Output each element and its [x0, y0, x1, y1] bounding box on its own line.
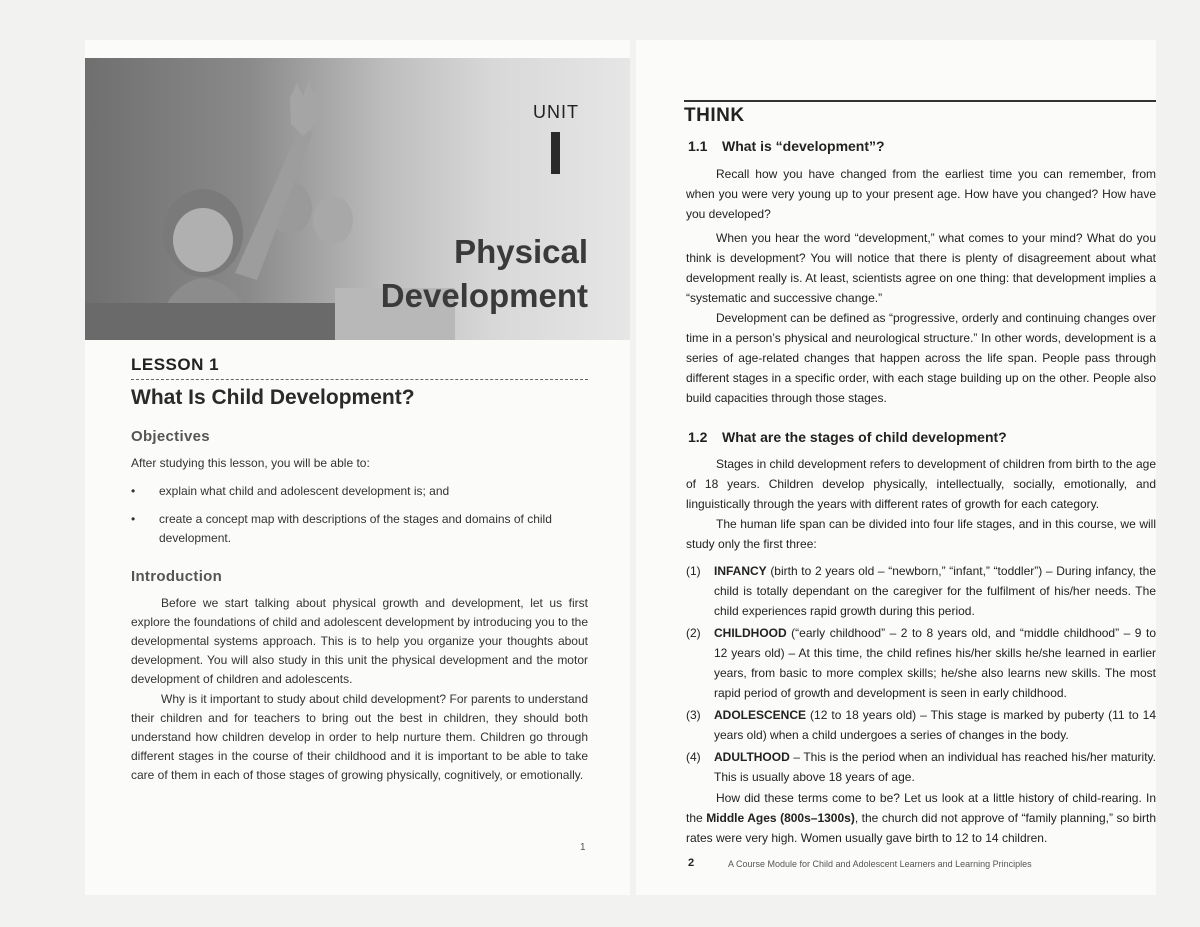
unit-label: UNIT	[533, 102, 579, 122]
subsection-heading-2: 1.2 What are the stages of child development?	[688, 429, 1007, 445]
divider	[684, 100, 1156, 102]
objectives-list	[131, 482, 588, 557]
unit-numeral	[551, 132, 560, 174]
list-item: (2) CHILDHOOD (“early childhood” – 2 to 8 years old, and “middle childhood” – 9 to 12 years old) – At this time, the child refines his/her skills he/she learned in earlier years, from basic to more complex skills; he/she also learns new skills. The most rapid period of growth and development is seen in early childhood.	[686, 626, 1156, 700]
page-number: 1	[580, 842, 586, 853]
objectives-intro: After studying this lesson, you will be able to:	[131, 456, 370, 470]
paragraph: Development can be defined as “progressive, orderly and continuing changes over time in a person’s physical and neurological structure.” In other words, development is a series of age-related changes that happen across the life span. People pass through different stages in a specific order, with each stage building up on the other. People also build capacities through those stages.	[686, 311, 1156, 405]
paragraph: When you hear the word “development,” what comes to your mind? What do you think is development? You will notice that there is plenty of disagreement about what development really is. At least, scientists agree on one thing: that development implies a “systematic and successive change.”	[686, 231, 1156, 305]
unit-title	[381, 230, 588, 318]
page-number: 2	[688, 857, 695, 869]
list-item: (1) INFANCY (birth to 2 years old – “newborn,” “infant,” “toddler”) – During infancy, the child is totally dependant on the caregiver for the fulfilment of his/her needs. The child experiences rapid growth during this period.	[686, 564, 1156, 618]
divider	[131, 379, 588, 380]
stages-list	[686, 561, 1156, 789]
unit-title-line2: Development	[380, 277, 588, 314]
introduction-heading: Introduction	[131, 568, 223, 585]
hero-photo	[85, 58, 630, 340]
list-item: • explain what child and adolescent development is; and	[131, 484, 450, 498]
intro-paragraph-2: Why is it important to study about child development? For parents to understand their children and for teachers to bring out the best in children, they should both understand how children develop in order to help nurture them. Children go through different stages in the course of their childhood and it is important to be able to take care of them in each of those stages of growing physically, cognitively, or emotionally.	[131, 692, 588, 782]
running-footer: A Course Module for Child and Adolescent Learners and Learning Principles	[728, 859, 1032, 869]
paragraph: The human life span can be divided into four life stages, and in this course, we will study only the first three:	[686, 517, 1156, 551]
paragraph: How did these terms come to be? Let us look at a little history of child-rearing. In the Middle Ages (800s–1300s), the church did not approve of “family planning,” so birth rates were very high. Women usually gave birth to 12 to 14 children.	[686, 791, 1157, 845]
left-page	[85, 40, 630, 895]
section-title: THINK	[684, 105, 745, 126]
paragraph: Recall how you have changed from the earliest time you can remember, from when you were very young up to your present age. How have you changed? How have you developed?	[686, 167, 1156, 221]
list-item: (3) ADOLESCENCE (12 to 18 years old) – This stage is marked by puberty (11 to 14 years old) when a child undergoes a series of changes in the body.	[686, 708, 1156, 742]
lesson-title: What Is Child Development?	[131, 386, 415, 409]
subsection-heading-1: 1.1 What is “development”?	[688, 138, 885, 154]
list-item: (4) ADULTHOOD – This is the period when an individual has reached his/her maturity. This is usually above 18 years of age.	[686, 750, 1156, 784]
lesson-label: LESSON 1	[131, 355, 220, 374]
right-page	[636, 40, 1156, 895]
intro-paragraph-1: Before we start talking about physical growth and development, let us first explore the foundations of child and adolescent development by introducing you to the developmental systems approach. This is to help you organize your thoughts about development. You will also study in this unit the physical development and the motor development of children and adolescents.	[131, 596, 588, 686]
list-item: • create a concept map with descriptions of the stages and domains of child development.	[131, 512, 552, 545]
unit-title-line1: Physical	[454, 233, 588, 270]
objectives-heading: Objectives	[131, 428, 210, 445]
paragraph: Stages in child development refers to development of children from birth to the age of 18 years. Children develop physically, intellectually, socially, emotionally, and linguistically through the years with different rates of growth for each category.	[686, 457, 1156, 511]
